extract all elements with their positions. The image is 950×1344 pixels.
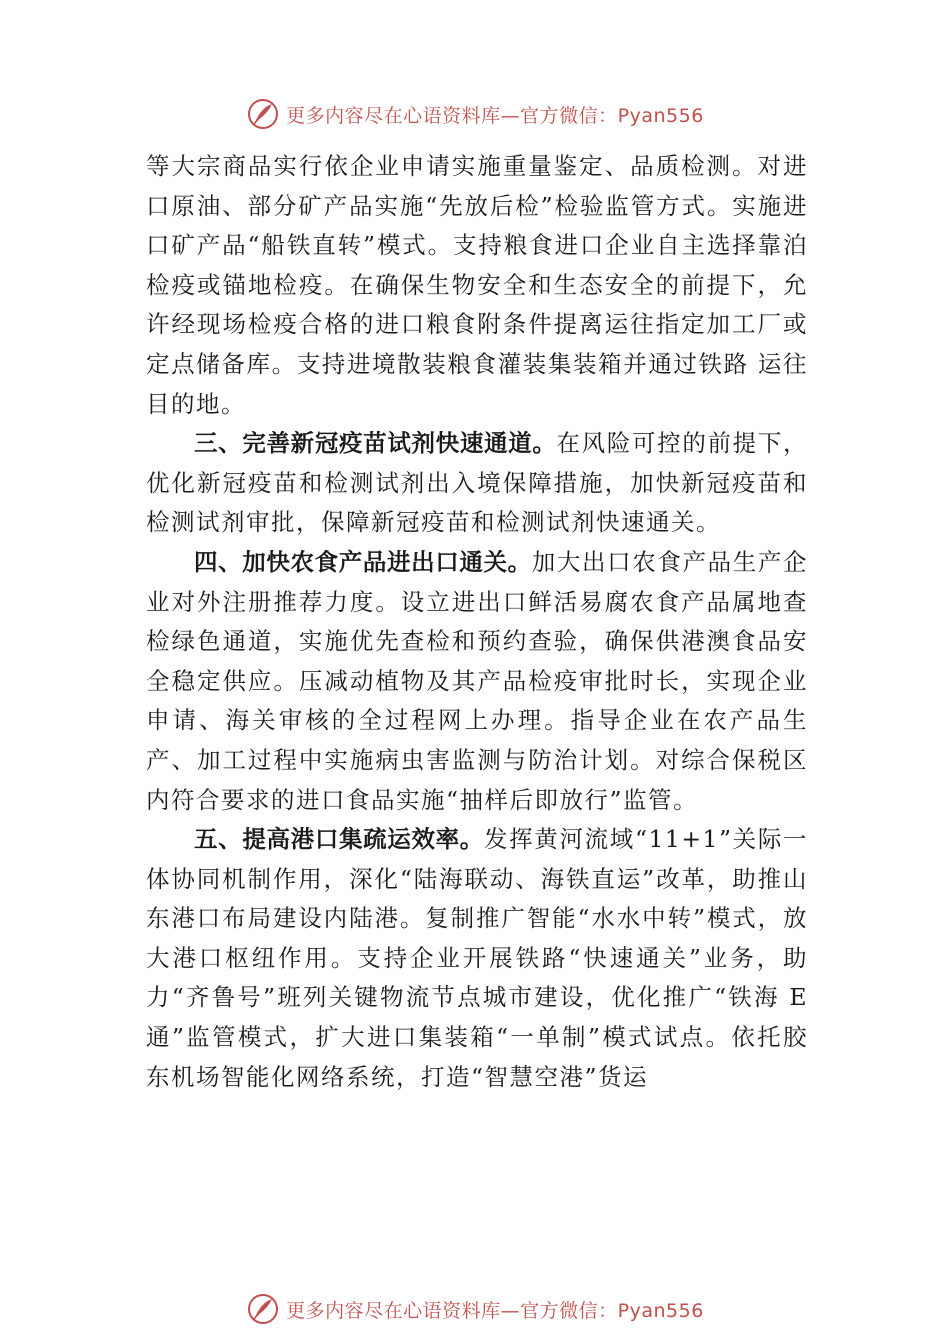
section-heading: 四、加快农食产品进出口通关。: [194, 547, 532, 576]
paragraph-body: 在风险可控的前提下，优化新冠疫苗和检测试剂出入境保障措施，加快新冠疫苗和检测试剂审批，保障新冠疫苗和检测试剂快速通关。: [146, 429, 808, 537]
section-heading: 三、完善新冠疫苗试剂快速通道。: [194, 429, 557, 458]
document-body: [146, 147, 808, 1097]
paragraph-body: 等大宗商品实行依企业申请实施重量鉴定、品质检测。对进口原油、部分矿产品实施“先放后检”检验监管方式。实施进口矿产品“船铁直转”模式。支持粮食进口企业自主选择靠泊检疫或锚地检疫。在确保生物安全和生态安全的前提下，允许经现场检疫合格的进口粮食附条件提离运往指定加工厂或定点储备库。支持进境散装粮食灌装集装箱并通过铁路 运往目的地。: [146, 152, 808, 418]
paragraph-section-4: [146, 543, 808, 820]
paragraph-section-3: [146, 424, 808, 543]
section-heading: 五、提高港口集疏运效率。: [194, 825, 484, 854]
quill-logo-icon: [246, 1292, 280, 1326]
header-watermark: [0, 94, 950, 134]
watermark-text: 更多内容尽在心语资料库—官方微信：Pyan556: [286, 104, 704, 127]
paragraph-body: 发挥黄河流域“11+1”关际一体协同机制作用，深化“陆海联动、海铁直运”改革，助推山东港口布局建设内陆港。复制推广智能“水水中转”模式，放大港口枢纽作用。支持企业开展铁路“快速通关”业务，助力“齐鲁号”班列关键物流节点城市建设，优化推广“铁海 E 通”监管模式，扩大进口集装箱“一单制”模式试点。依托胶东机场智能化网络系统，打造“智慧空港”货运: [146, 825, 809, 1091]
paragraph-continuation: [146, 147, 808, 424]
paragraph-section-5: [146, 820, 808, 1097]
paragraph-body: 加大出口农食产品生产企业对外注册推荐力度。设立进出口鲜活易腐农食产品属地查检绿色通道，实施优先查检和预约查验，确保供港澳食品安全稳定供应。压减动植物及其产品检疫审批时长，实现企业申请、海关审核的全过程网上办理。指导企业在农产品生产、加工过程中实施病虫害监测与防治计划。对综合保税区内符合要求的进口食品实施“抽样后即放行”监管。: [146, 547, 808, 814]
quill-logo-icon: [246, 97, 280, 131]
footer-watermark: [0, 1289, 950, 1329]
watermark-text: 更多内容尽在心语资料库—官方微信：Pyan556: [286, 1299, 704, 1322]
